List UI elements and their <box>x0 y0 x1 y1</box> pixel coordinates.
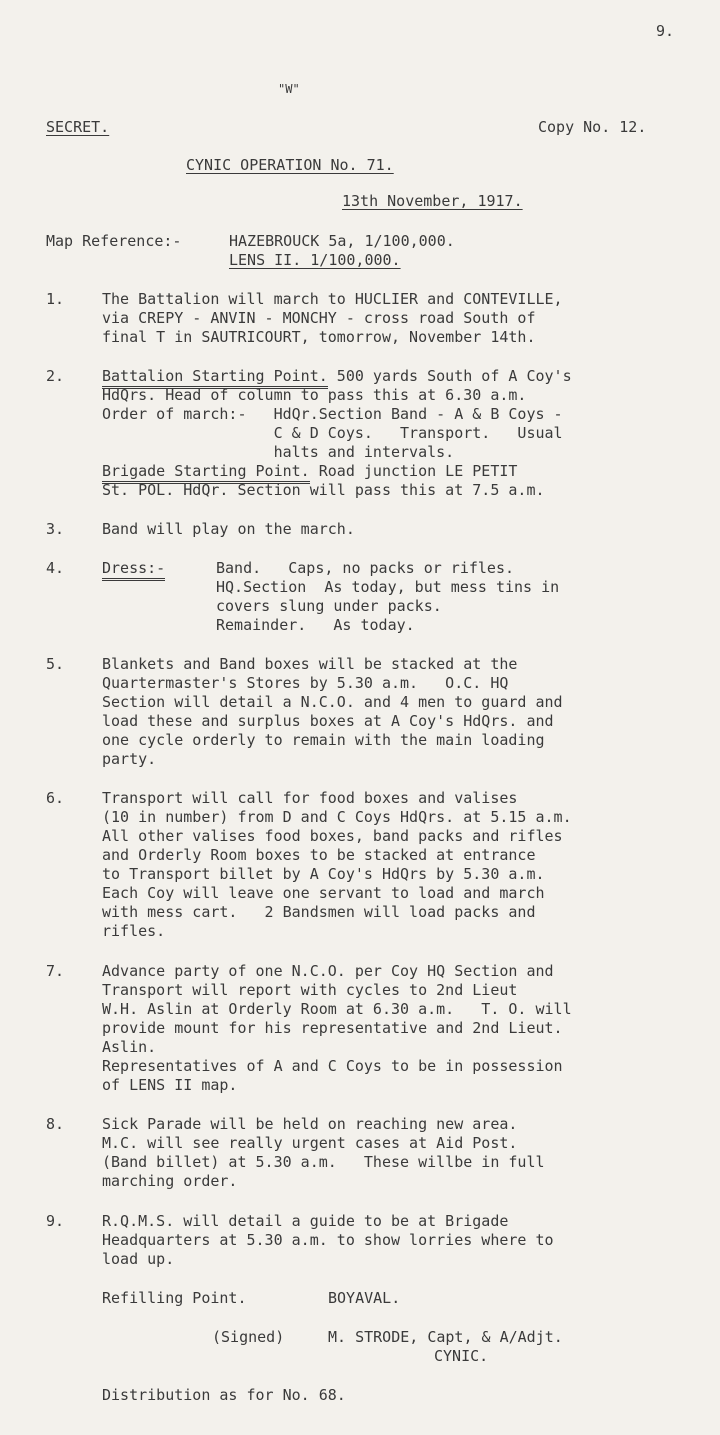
paragraph-line: C & D Coys. Transport. Usual <box>102 424 563 442</box>
paragraph-line: Each Coy will leave one servant to load and march <box>102 884 545 902</box>
paragraph-line: one cycle orderly to remain with the main loading <box>102 731 545 749</box>
map-reference-line1: HAZEBROUCK 5a, 1/100,000. <box>229 232 455 250</box>
map-reference-line2-text: LENS II. 1/100,000. <box>229 251 401 269</box>
paragraph-number: 7. <box>46 962 65 980</box>
operation-title-text: CYNIC OPERATION No. 71. <box>186 156 394 174</box>
paragraph-heading-line <box>102 367 572 386</box>
document-date-text: 13th November, 1917. <box>342 192 523 210</box>
paragraph-line: The Battalion will march to HUCLIER and CONTEVILLE, <box>102 290 563 308</box>
page-number: 9. <box>656 22 675 40</box>
paragraph-line: of LENS II map. <box>102 1076 238 1094</box>
paragraph-number: 9. <box>46 1212 65 1230</box>
signature-unit: CYNIC. <box>434 1347 489 1365</box>
paragraph-line: Band. Caps, no packs or rifles. <box>216 559 515 577</box>
map-reference-label: Map Reference:- <box>46 232 182 250</box>
paragraph-line: HdQrs. Head of column to pass this at 6.30 a.m. <box>102 386 527 404</box>
paragraph-line: Advance party of one N.C.O. per Coy HQ Section and <box>102 962 554 980</box>
battalion-starting-point-heading: Battalion Starting Point. <box>102 367 328 389</box>
paragraph-line: via CREPY - ANVIN - MONCHY - cross road South of <box>102 309 536 327</box>
paragraph-line: Road junction LE PETIT <box>309 462 518 480</box>
paragraph-number: 6. <box>46 789 65 807</box>
paragraph-line: Sick Parade will be held on reaching new area. <box>102 1115 518 1133</box>
copy-number: Copy No. 12. <box>538 118 647 136</box>
paragraph-number: 3. <box>46 520 65 538</box>
paragraph-line: Headquarters at 5.30 a.m. to show lorries where to <box>102 1231 554 1249</box>
signature-label: (Signed) <box>212 1328 285 1346</box>
map-reference-line2 <box>229 251 401 270</box>
paragraph-line: HQ.Section As today, but mess tins in <box>216 578 560 596</box>
w-mark: "W" <box>278 82 300 96</box>
paragraph-line: marching order. <box>102 1172 238 1190</box>
paragraph-line: (10 in number) from D and C Coys HdQrs. at 5.15 a.m. <box>102 808 572 826</box>
paragraph-line: provide mount for his representative and 2nd Lieut. <box>102 1019 563 1037</box>
paragraph-heading-line <box>102 462 517 481</box>
paragraph-number: 8. <box>46 1115 65 1133</box>
paragraph-line: M.C. will see really urgent cases at Aid Post. <box>102 1134 518 1152</box>
dress-heading <box>102 559 165 578</box>
paragraph-line: Aslin. <box>102 1038 157 1056</box>
paragraph-number: 4. <box>46 559 65 577</box>
paragraph-line: with mess cart. 2 Bandsmen will load packs and <box>102 903 536 921</box>
secret-label <box>46 118 109 137</box>
paragraph-number: 2. <box>46 367 65 385</box>
document-date <box>342 192 523 211</box>
paragraph-line: final T in SAUTRICOURT, tomorrow, November 14th. <box>102 328 536 346</box>
paragraph-number: 1. <box>46 290 65 308</box>
paragraph-line: load these and surplus boxes at A Coy's HdQrs. and <box>102 712 554 730</box>
paragraph-number: 5. <box>46 655 65 673</box>
refilling-point-label: Refilling Point. <box>102 1289 247 1307</box>
secret-text: SECRET. <box>46 118 110 136</box>
paragraph-line: W.H. Aslin at Orderly Room at 6.30 a.m. T. O. will <box>102 1000 572 1018</box>
paragraph-line: party. <box>102 750 157 768</box>
paragraph-line: covers slung under packs. <box>216 597 442 615</box>
paragraph-line: and Orderly Room boxes to be stacked at entrance <box>102 846 536 864</box>
paragraph-line: 500 yards South of A Coy's <box>327 367 572 385</box>
paragraph-line: Transport will call for food boxes and valises <box>102 789 518 807</box>
operation-title <box>186 156 394 175</box>
paragraph-line: to Transport billet by A Coy's HdQrs by 5.30 a.m. <box>102 865 545 883</box>
paragraph-line: (Band billet) at 5.30 a.m. These willbe in full <box>102 1153 545 1171</box>
paragraph-line: halts and intervals. <box>102 443 455 461</box>
paragraph-line: St. POL. HdQr. Section will pass this at 7.5 a.m. <box>102 481 545 499</box>
signature-name: M. STRODE, Capt, & A/Adjt. <box>328 1328 563 1346</box>
paragraph-line: rifles. <box>102 922 166 940</box>
paragraph-line: Representatives of A and C Coys to be in possession <box>102 1057 563 1075</box>
paragraph-line: All other valises food boxes, band packs and rifles <box>102 827 563 845</box>
refilling-point-value: BOYAVAL. <box>328 1289 401 1307</box>
paragraph-line: Blankets and Band boxes will be stacked at the <box>102 655 518 673</box>
paragraph-line: R.Q.M.S. will detail a guide to be at Brigade <box>102 1212 509 1230</box>
paragraph-line: Remainder. As today. <box>216 616 415 634</box>
paragraph-line: Order of march:- HdQr.Section Band - A & B Coys - <box>102 405 563 423</box>
distribution-note: Distribution as for No. 68. <box>102 1386 346 1404</box>
paragraph-line: Transport will report with cycles to 2nd Lieut <box>102 981 518 999</box>
paragraph-line: Band will play on the march. <box>102 520 355 538</box>
brigade-starting-point-heading: Brigade Starting Point. <box>102 462 310 484</box>
paragraph-line: Quartermaster's Stores by 5.30 a.m. O.C. HQ <box>102 674 509 692</box>
paragraph-line: Section will detail a N.C.O. and 4 men to guard and <box>102 693 563 711</box>
paragraph-line: load up. <box>102 1250 175 1268</box>
dress-heading-text: Dress:- <box>102 559 165 581</box>
